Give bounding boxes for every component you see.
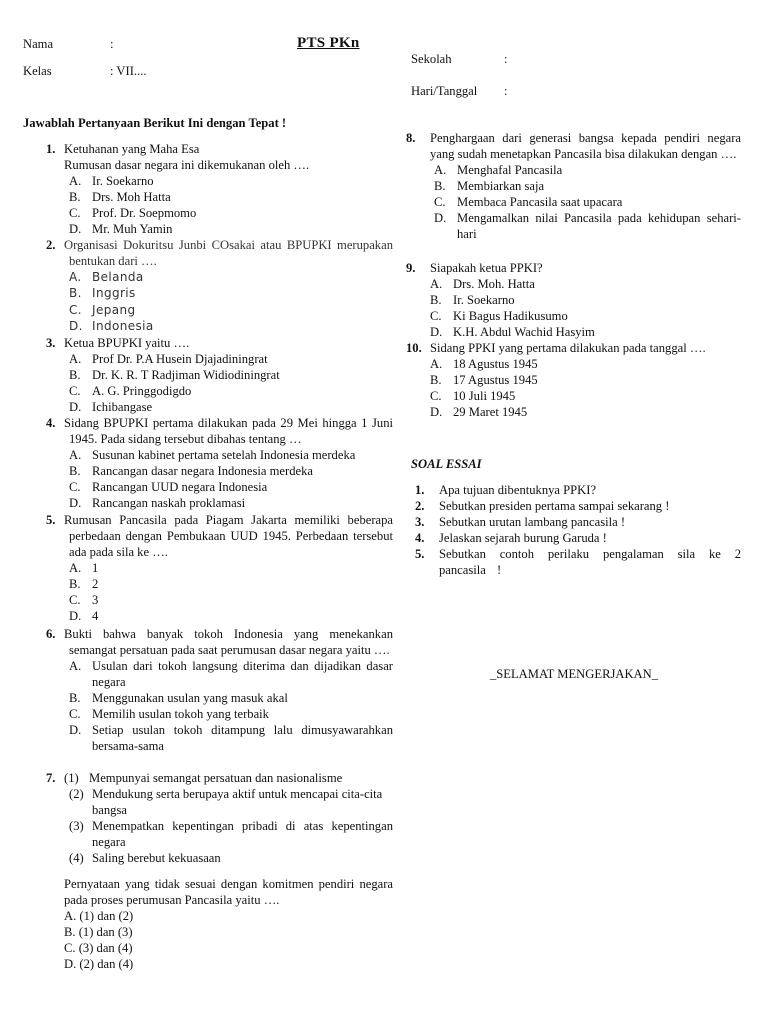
option-a[interactable] (69, 269, 393, 285)
answer-a[interactable]: A. (1) dan (2) (64, 909, 134, 923)
question-number: 7. (46, 771, 56, 785)
essay-item-4 (411, 530, 741, 546)
option-a[interactable] (69, 560, 393, 576)
option-text: Drs. Moh. Hatta (453, 277, 535, 291)
question-text: Penghargaan dari generasi bangsa kepada pendiri negara yang sudah menetapkan Pancasila bisa dilakukan dengan …. (430, 131, 741, 161)
option-letter: D. (69, 400, 82, 414)
question-text: Sidang BPUPKI pertama dilakukan pada 29 Mei hingga 1 Juni 1945. Pada sidang tersebut dibahas tentang … (64, 416, 393, 446)
question-5 (23, 512, 393, 624)
option-letter: C. (430, 389, 442, 403)
question-line: Rumusan dasar negara ini dikemukanan oleh …. (64, 158, 310, 172)
page-title: PTS PKn (297, 35, 360, 51)
class-label: Kelas (23, 64, 52, 78)
option-letter: C. (69, 206, 81, 220)
option-letter: B. (434, 179, 446, 193)
question-text: Organisasi Dokuritsu Junbi COsakai atau BPUPKI merupakan bentukan dari …. (64, 238, 393, 268)
option-letter: A. (69, 352, 82, 366)
option-letter: B. (430, 373, 442, 387)
option-b[interactable] (69, 690, 393, 706)
option-text: Usulan dari tokoh langsung diterima dan dijadikan dasar negara (92, 659, 393, 689)
statement-number: (2) (69, 787, 84, 801)
option-text: Ichibangase (92, 400, 153, 414)
question-number: 6. (46, 627, 56, 641)
option-text: A. G. Pringgodigdo (92, 384, 192, 398)
option-letter: D. (69, 318, 83, 333)
statement-text: Mendukung serta berupaya aktif untuk mencapai cita-cita bangsa (92, 787, 383, 817)
option-letter: D. (430, 325, 443, 339)
option-b[interactable] (430, 292, 741, 308)
statement-2 (69, 786, 393, 818)
option-letter: D. (434, 211, 447, 225)
option-d[interactable] (69, 221, 393, 237)
option-c[interactable] (69, 302, 393, 318)
essay-number: 2. (415, 499, 425, 513)
statement-1 (64, 770, 393, 786)
essay-number: 1. (415, 483, 425, 497)
option-b[interactable] (430, 372, 741, 388)
essay-number: 3. (415, 515, 425, 529)
option-letter: A. (434, 163, 447, 177)
option-letter: C. (69, 707, 81, 721)
statement-number: (4) (69, 851, 84, 865)
option-d[interactable] (69, 495, 393, 511)
question-number: 2. (46, 238, 56, 252)
option-text: Belanda (92, 270, 144, 284)
option-text: Jepang (92, 302, 136, 317)
question-text: Pernyataan yang tidak sesuai dengan komitmen pendiri negara pada proses perumusan Pancasila yaitu …. (64, 877, 393, 907)
question-number: 8. (406, 131, 416, 145)
option-letter: A. (69, 448, 82, 462)
option-d[interactable] (69, 722, 393, 754)
option-text: 3 (92, 593, 99, 607)
option-letter: A. (69, 270, 82, 284)
option-text: Inggris (92, 286, 136, 301)
question-6 (23, 626, 393, 754)
option-text: Rancangan dasar negara Indonesia merdeka (92, 464, 313, 478)
option-text: 2 (92, 577, 99, 591)
question-3 (23, 335, 393, 415)
option-text: 10 Juli 1945 (453, 389, 516, 403)
option-d[interactable] (69, 608, 393, 624)
option-text: Rancangan naskah proklamasi (92, 496, 246, 510)
essay-item-5 (411, 546, 741, 578)
option-d[interactable] (434, 210, 741, 242)
option-text: Susunan kabinet pertama setelah Indonesia merdeka (92, 448, 356, 462)
essay-title: SOAL ESSAI (411, 457, 482, 471)
option-b[interactable] (69, 367, 393, 383)
option-d[interactable] (69, 318, 393, 334)
essay-number: 4. (415, 531, 425, 545)
question-number: 10. (406, 341, 422, 355)
option-text: Menghafal Pancasila (457, 163, 563, 177)
question-number: 5. (46, 513, 56, 527)
date-label: Hari/Tanggal (411, 84, 478, 98)
option-letter: C. (69, 384, 81, 398)
option-text: Mengamalkan nilai Pancasila pada kehidupan sehari-hari (457, 211, 741, 241)
question-text: Ketua BPUPKI yaitu …. (64, 336, 190, 350)
option-d[interactable] (430, 324, 741, 340)
option-c[interactable] (430, 388, 741, 404)
essay-list (411, 482, 741, 578)
option-c[interactable] (430, 308, 741, 324)
option-letter: A. (430, 277, 443, 291)
school-colon: : (504, 52, 508, 66)
question-number: 3. (46, 336, 56, 350)
date-colon: : (504, 84, 508, 98)
statement-3 (69, 818, 393, 850)
option-a[interactable] (69, 447, 393, 463)
option-text: Ki Bagus Hadikusumo (453, 309, 568, 323)
option-letter: D. (69, 609, 82, 623)
option-text: Ir. Soekarno (92, 174, 154, 188)
option-text: 29 Maret 1945 (453, 405, 528, 419)
option-text: Rancangan UUD negara Indonesia (92, 480, 268, 494)
option-text: Prof Dr. P.A Husein Djajadiningrat (92, 352, 268, 366)
option-text: Menggunakan usulan yang masuk akal (92, 691, 288, 705)
option-letter: D. (69, 723, 82, 737)
school-label: Sekolah (411, 52, 452, 66)
class-value: : VII.... (110, 64, 147, 78)
option-letter: B. (69, 577, 81, 591)
essay-number: 5. (415, 547, 425, 561)
answer-b[interactable]: B. (1) dan (3) (64, 925, 133, 939)
option-d[interactable] (69, 399, 393, 415)
option-c[interactable] (69, 383, 393, 399)
option-b[interactable] (434, 178, 741, 194)
name-colon: : (110, 37, 114, 51)
statement-text: Saling berebut kekuasaan (92, 851, 221, 865)
question-number: 9. (406, 261, 416, 275)
question-text: Sidang PPKI yang pertama dilakukan pada tanggal …. (430, 341, 706, 355)
option-letter: B. (69, 368, 81, 382)
essay-item-3 (411, 514, 741, 530)
statement-number: (1) (64, 771, 79, 785)
option-text: Setiap usulan tokoh ditampung lalu dimusyawarahkan bersama-sama (92, 723, 393, 753)
essay-text: Sebutkan presiden pertama sampai sekarang ! (439, 499, 670, 513)
option-c[interactable] (69, 592, 393, 608)
answer-d[interactable]: D. (2) dan (4) (64, 957, 134, 971)
instruction: Jawablah Pertanyaan Berikut Ini dengan Tepat ! (23, 116, 287, 130)
option-letter: D. (69, 222, 82, 236)
essay-text: Sebutkan contoh perilaku pengalaman sila ke 2 pancasila ! (439, 547, 741, 577)
statement-4 (69, 850, 393, 866)
question-9 (406, 260, 741, 340)
option-letter: B. (69, 691, 81, 705)
closing-text: _SELAMAT MENGERJAKAN_ (490, 667, 659, 681)
option-c[interactable] (69, 205, 393, 221)
option-c[interactable] (69, 706, 393, 722)
question-line: Ketuhanan yang Maha Esa (64, 142, 200, 156)
option-text: 17 Agustus 1945 (453, 373, 538, 387)
option-text: Prof. Dr. Soepmomo (92, 206, 197, 220)
answer-c[interactable]: C. (3) dan (4) (64, 941, 133, 955)
option-letter: C. (69, 302, 82, 317)
option-letter: C. (69, 480, 81, 494)
question-number: 1. (46, 142, 56, 156)
essay-text: Jelaskan sejarah burung Garuda ! (439, 531, 607, 545)
option-b[interactable] (69, 189, 393, 205)
option-text: 4 (92, 609, 99, 623)
option-text: Indonesia (92, 318, 154, 333)
option-letter: D. (430, 405, 443, 419)
option-text: Mr. Muh Yamin (92, 222, 173, 236)
option-text: Dr. K. R. T Radjiman Widiodiningrat (92, 368, 280, 382)
question-text: Bukti bahwa banyak tokoh Indonesia yang menekankan semangat persatuan pada saat perumusan dasar negara yaitu …. (64, 627, 393, 657)
option-letter: B. (69, 190, 81, 204)
option-letter: A. (69, 561, 82, 575)
option-a[interactable] (434, 162, 741, 178)
statement-number: (3) (69, 819, 84, 833)
option-text: 1 (92, 561, 99, 575)
option-b[interactable] (69, 285, 393, 301)
essay-item-2 (411, 498, 741, 514)
option-letter: A. (430, 357, 443, 371)
option-c[interactable] (69, 479, 393, 495)
question-text: Rumusan Pancasila pada Piagam Jakarta memiliki beberapa perbedaan dengan Pembukaan UUD 1945. Perbedaan tersebut ada pada sila ke …. (64, 513, 393, 559)
statement-text: Mempunyai semangat persatuan dan nasionalisme (89, 771, 343, 785)
question-7 (23, 770, 393, 972)
option-d[interactable] (430, 404, 741, 420)
option-text: 18 Agustus 1945 (453, 357, 538, 371)
essay-text: Sebutkan urutan lambang pancasila ! (439, 515, 626, 529)
name-label: Nama (23, 37, 54, 51)
option-letter: C. (69, 593, 81, 607)
option-b[interactable] (69, 463, 393, 479)
question-4 (23, 415, 393, 511)
option-a[interactable] (430, 356, 741, 372)
essay-item-1 (411, 482, 741, 498)
option-letter: B. (69, 464, 81, 478)
option-text: Ir. Soekarno (453, 293, 515, 307)
option-a[interactable] (69, 351, 393, 367)
option-letter: C. (434, 195, 446, 209)
option-text: Membiarkan saja (457, 179, 545, 193)
option-a[interactable] (430, 276, 741, 292)
option-letter: B. (430, 293, 442, 307)
option-text: Memilih usulan tokoh yang terbaik (92, 707, 269, 721)
question-1 (23, 141, 393, 237)
option-text: K.H. Abdul Wachid Hasyim (453, 325, 595, 339)
option-letter: C. (430, 309, 442, 323)
option-text: Drs. Moh Hatta (92, 190, 171, 204)
question-number: 4. (46, 416, 56, 430)
option-letter: A. (69, 174, 82, 188)
essay-text: Apa tujuan dibentuknya PPKI? (439, 483, 597, 497)
option-a[interactable] (69, 658, 393, 690)
question-8 (406, 130, 741, 242)
statement-text: Menempatkan kepentingan pribadi di atas kepentingan negara (92, 819, 393, 849)
option-letter: A. (69, 659, 82, 673)
question-10 (406, 340, 741, 420)
option-text: Membaca Pancasila saat upacara (457, 195, 623, 209)
question-text: Siapakah ketua PPKI? (430, 261, 543, 275)
option-c[interactable] (434, 194, 741, 210)
option-letter: B. (69, 286, 82, 301)
option-a[interactable] (69, 173, 393, 189)
option-b[interactable] (69, 576, 393, 592)
option-letter: D. (69, 496, 82, 510)
question-2 (23, 237, 393, 334)
